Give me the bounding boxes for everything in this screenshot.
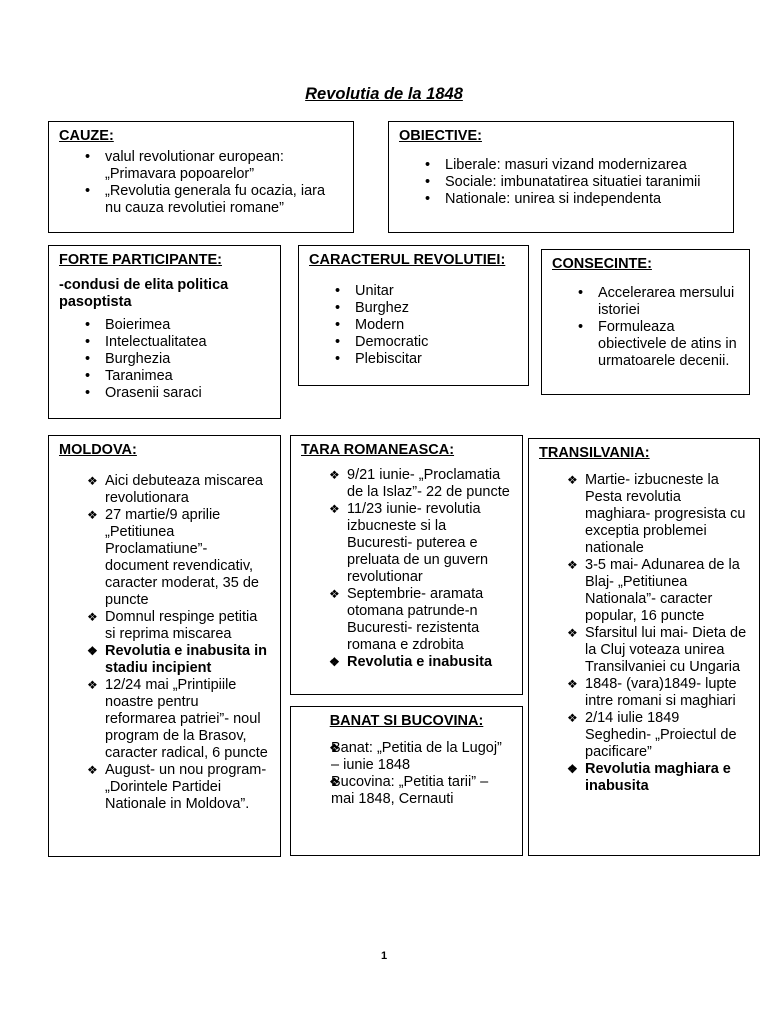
list-item: ❖ 3-5 mai- Adunarea de la Blaj- „Petitiunea Nationala”- caracter popular, 16 puncte [539,557,749,625]
banat-bucovina-box [290,706,523,856]
list-item: • Formuleaza obiectivele de atins in urmatoarele decenii. [552,319,739,370]
page-number: 1 [380,950,388,962]
transilvania-box [528,438,760,856]
caracter-box [298,245,529,386]
list-item: ❖ 11/23 iunie- revolutia izbucneste si la Bucuresti- puterea e preluata de un guvern revolutionar [301,501,512,586]
list-item: • Burghezia [59,351,270,368]
list-item: ❖ Revolutia e inabusita in stadiu incipient [59,643,270,677]
list-item: • Accelerarea mersului istoriei [552,285,739,319]
list-item: • Taranimea [59,368,270,385]
consecinte-list [552,285,739,370]
obiective-list [399,157,723,208]
consecinte-heading: CONSECINTE: [552,256,652,272]
list-item: ❖ Aici debuteaza miscarea revolutionara [59,473,270,507]
obiective-box [388,121,734,233]
list-item: ❖ 1848- (vara)1849- lupte intre romani si maghiari [539,676,749,710]
cauze-box [48,121,354,233]
moldova-box [48,435,281,857]
forte-intro: -condusi de elita politica pasoptista [59,277,229,310]
consecinte-box [541,249,750,395]
list-item: • Burghez [309,300,518,317]
list-item: • Modern [309,317,518,334]
banat-bucovina-heading: BANAT SI BUCOVINA: [329,713,484,729]
list-item: ❖ Revolutia e inabusita [301,654,512,671]
banat-bucovina-list [301,740,512,808]
tara-romaneasca-heading: TARA ROMANEASCA: [301,442,455,458]
list-item: ❖ Sfarsitul lui mai- Dieta de la Cluj voteaza unirea Transilvaniei cu Ungaria [539,625,749,676]
list-item: ❖ Septembrie- aramata otomana patrunde-n Bucuresti- rezistenta romana e zdrobita [301,586,512,654]
cauze-list [59,149,343,217]
list-item: ❖ 2/14 iulie 1849 Seghedin- „Proiectul de pacificare” [539,710,749,761]
tara-romaneasca-box [290,435,523,695]
list-item: • Democratic [309,334,518,351]
list-item: • Plebiscitar [309,351,518,368]
obiective-heading: OBIECTIVE: [399,128,482,144]
forte-box [48,245,281,419]
forte-list [59,317,270,402]
list-item: • Orasenii saraci [59,385,270,402]
list-item: • Sociale: imbunatatirea situatiei taranimii [399,174,723,191]
list-item: ❖ 27 martie/9 aprilie „Petitiunea Proclamatiune”- document revendicativ, caracter moderat, 35 de puncte [59,507,270,609]
list-item: • Liberale: masuri vizand modernizarea [399,157,723,174]
list-item: ❖ 12/24 mai „Printipiile noastre pentru reformarea patriei”- noul program de la Brasov, caracter radical, 6 puncte [59,677,270,762]
list-item: ❖ Domnul respinge petitia si reprima miscarea [59,609,270,643]
list-item: ❖ 9/21 iunie- „Proclamatia de la Islaz”- 22 de puncte [301,467,512,501]
transilvania-list [539,472,749,795]
forte-heading: FORTE PARTICIPANTE: [59,252,222,268]
list-item: • Unitar [309,283,518,300]
list-item: ❖ Revolutia maghiara e inabusita [539,761,749,795]
list-item: ❖ Bucovina: „Petitia tarii” – mai 1848, Cernauti [301,774,512,808]
caracter-heading: CARACTERUL REVOLUTIEI: [309,252,506,268]
caracter-list [309,283,518,368]
list-item: ❖ Martie- izbucneste la Pesta revolutia maghiara- progresista cu exceptia problemei nationale [539,472,749,557]
list-item: ❖ August- un nou program- „Dorintele Partidei Nationale in Moldova”. [59,762,270,813]
page-title: Revolutia de la 1848 [305,85,463,103]
list-item: ❖ Banat: „Petitia de la Lugoj” – iunie 1848 [301,740,512,774]
list-item: • Nationale: unirea si independenta [399,191,723,208]
list-item: • Boierimea [59,317,270,334]
list-item: • valul revolutionar european: „Primavara popoarelor” [59,149,343,183]
moldova-list [59,473,270,813]
transilvania-heading: TRANSILVANIA: [539,445,650,461]
list-item: • „Revolutia generala fu ocazia, iara nu cauza revolutiei romane” [59,183,343,217]
moldova-heading: MOLDOVA: [59,442,137,458]
tara-romaneasca-list [301,467,512,671]
cauze-heading: CAUZE: [59,128,114,144]
list-item: • Intelectualitatea [59,334,270,351]
